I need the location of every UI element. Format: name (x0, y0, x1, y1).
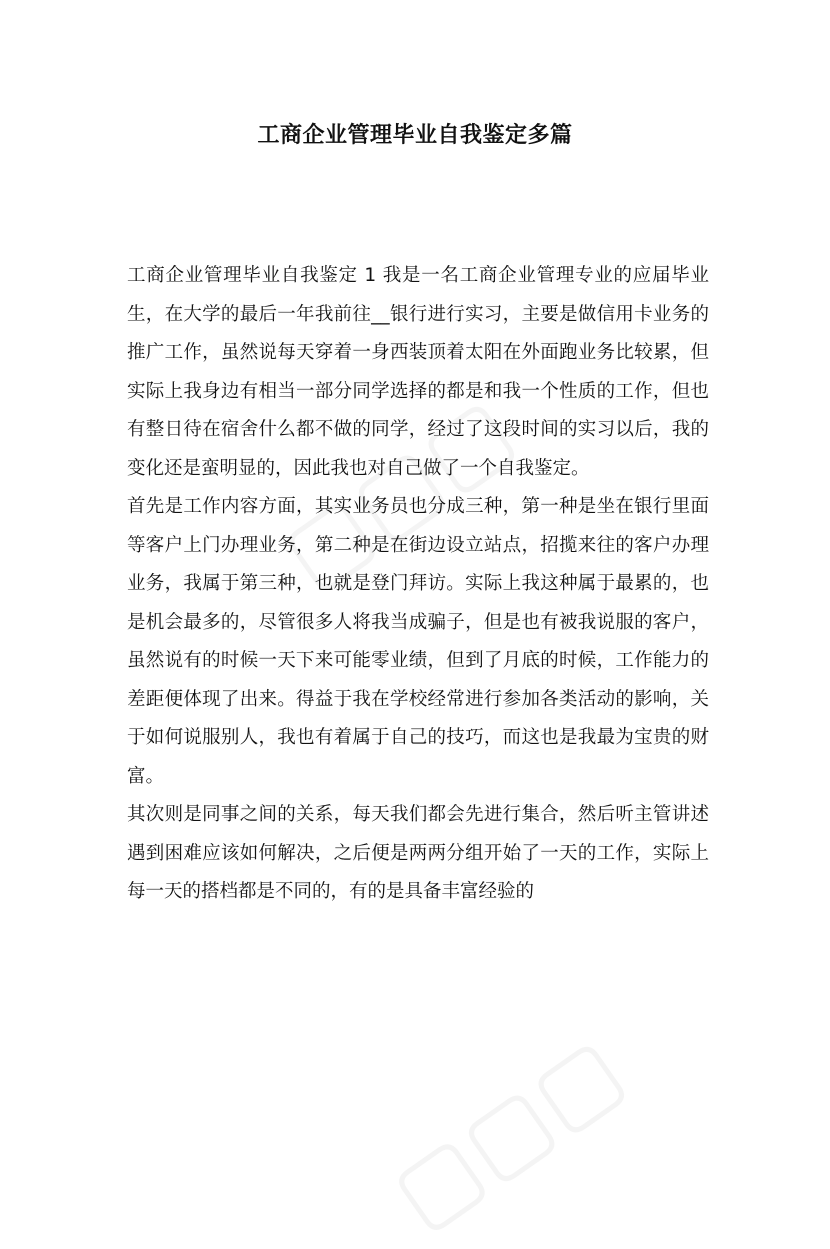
watermark (373, 1016, 642, 1248)
paragraph-2: 首先是工作内容方面，其实业务员也分成三种，第一种是坐在银行里面等客户上门办理业务，第二种是在街边设立站点，招揽来往的客户办理业务，我属于第三种，也就是登门拜访。实际上我这种属于最累的，也是机会最多的，尽管很多人将我当成骗子，但是也有被我说服的客户，虽然说有的时候一天下来可能零业绩，但到了月底的时候，工作能力的差距便体现了出来。得益于我在学校经常进行参加各类活动的影响，关于如何说服别人，我也有着属于自己的技巧，而这也是我最为宝贵的财富。 (127, 496, 709, 787)
paragraph-3: 其次则是同事之间的关系，每天我们都会先进行集合，然后听主管讲述遇到困难应该如何解决，之后便是两两分组开始了一天的工作，实际上每一天的搭档都是不同的，有的是具备丰富经验的 (127, 804, 709, 902)
page-title: 工商企业管理毕业自我鉴定多篇 (257, 123, 573, 148)
document-body (127, 257, 709, 912)
paragraph-1: 工商企业管理毕业自我鉴定 1 我是一名工商企业管理专业的应届毕业生，在大学的最后一年我前往__银行进行实习，主要是做信用卡业务的推广工作，虽然说每天穿着一身西装顶着太阳在外面跑业务比较累，但实际上我身边有相当一部分同学选择的都是和我一个性质的工作，但也有整日待在宿舍什么都不做的同学，经过了这段时间的实习以后，我的变化还是蛮明显的，因此我也对自己做了一个自我鉴定。 (127, 265, 709, 479)
